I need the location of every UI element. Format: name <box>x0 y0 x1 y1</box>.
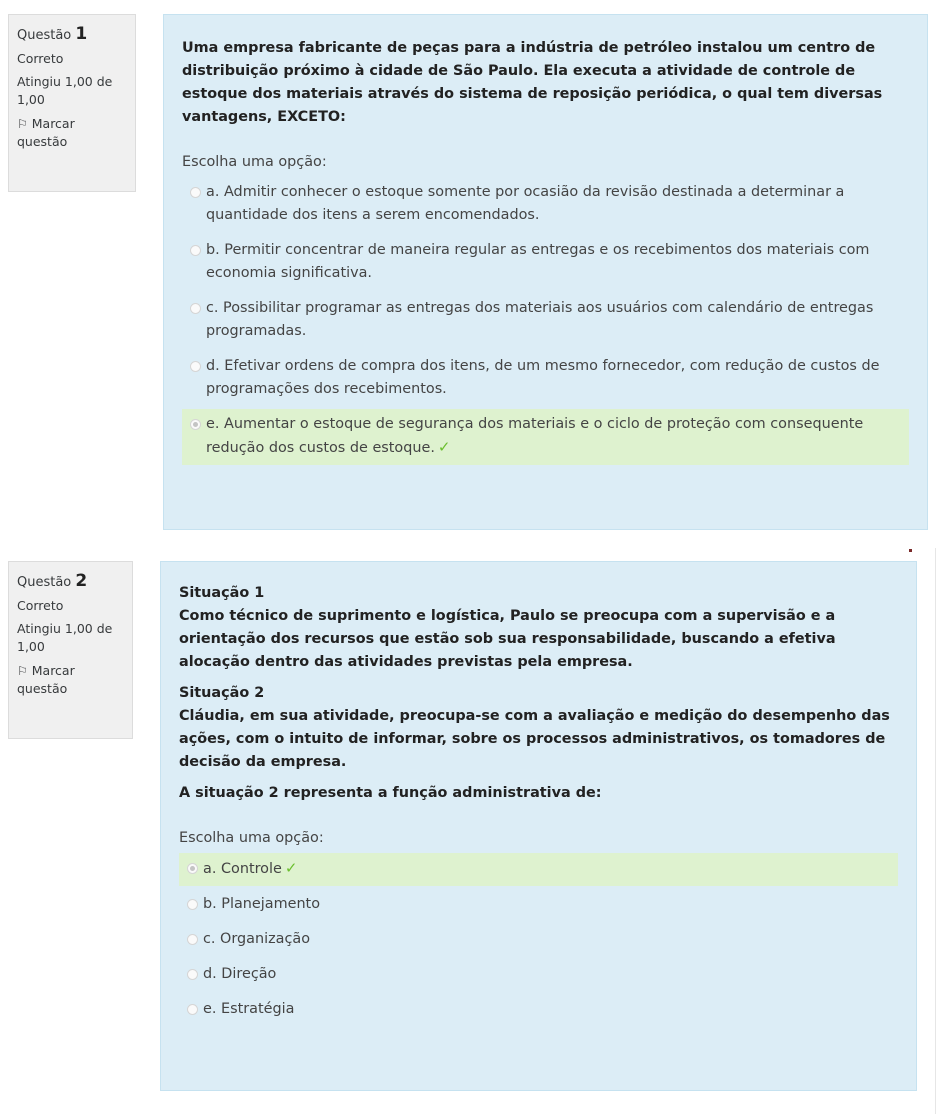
radio-button[interactable] <box>190 187 201 198</box>
question-grade: Atingiu 1,00 de 1,00 <box>17 621 113 654</box>
flag-icon: ⚐ <box>17 117 28 131</box>
radio-button-selected[interactable] <box>187 863 198 874</box>
option-c[interactable] <box>179 924 898 956</box>
option-label: a. Admitir conhecer o estoque somente por ocasião da revisão destinada a determinar a quantidade dos itens a serem encomendados. <box>206 184 845 223</box>
situation-2-text: Cláudia, em sua atividade, preocupa-se com a avaliação e medição do desempenho das ações, com o intuito de informar, sobre os processos administrativos, os tomadores de decisão da empresa. <box>179 708 890 770</box>
option-label: d. Efetivar ordens de compra dos itens, de um mesmo fornecedor, com redução de custos de programações dos recebimentos. <box>206 358 880 397</box>
option-b[interactable] <box>179 889 898 921</box>
situation-1-text: Como técnico de suprimento e logística, Paulo se preocupa com a supervisão e a orientação dos recursos que estão sob sua responsabilidade, buscando a efetiva alocação dentro das atividades previstas pela empresa. <box>179 608 836 670</box>
check-icon: ✓ <box>284 859 298 877</box>
flag-question-link[interactable] <box>17 662 124 698</box>
question-text <box>179 582 898 805</box>
radio-button[interactable] <box>187 899 198 910</box>
flag-label: Marcar questão <box>17 663 75 696</box>
option-a-correct[interactable] <box>179 853 898 886</box>
option-label: d. Direção <box>203 966 277 982</box>
option-a[interactable] <box>182 177 909 232</box>
question-statement: A situação 2 representa a função administrativa de: <box>179 785 602 801</box>
radio-button-selected[interactable] <box>190 419 201 430</box>
situation-2-title: Situação 2 <box>179 685 265 701</box>
question-info-1 <box>8 14 136 192</box>
marker-dot <box>909 549 912 552</box>
option-label: e. Estratégia <box>203 1001 295 1017</box>
question-content-1 <box>163 14 928 530</box>
flag-icon: ⚐ <box>17 664 28 678</box>
radio-button[interactable] <box>187 934 198 945</box>
question-text <box>182 37 909 129</box>
flag-label: Marcar questão <box>17 116 75 149</box>
option-label: c. Possibilitar programar as entregas dos materiais aos usuários com calendário de entregas programadas. <box>206 300 874 339</box>
radio-button[interactable] <box>187 969 198 980</box>
question-number: Questão 1 <box>17 24 88 44</box>
option-label: b. Permitir concentrar de maneira regular as entregas e os recebimentos dos materiais com economia significativa. <box>206 242 870 281</box>
option-e-correct[interactable] <box>182 409 909 465</box>
situation-1-title: Situação 1 <box>179 585 265 601</box>
answer-prompt: Escolha uma opção: <box>182 154 327 170</box>
question-content-2 <box>160 561 917 1091</box>
option-label: c. Organização <box>203 931 311 947</box>
answer-prompt: Escolha uma opção: <box>179 830 324 846</box>
option-c[interactable] <box>182 293 909 348</box>
option-label: a. Controle <box>203 861 282 877</box>
radio-button[interactable] <box>190 245 201 256</box>
option-label: e. Aumentar o estoque de segurança dos materiais e o ciclo de proteção com consequente redução dos custos de estoque. <box>206 416 864 456</box>
question-text-paragraph: Uma empresa fabricante de peças para a indústria de petróleo instalou um centro de distribuição próximo à cidade de São Paulo. Ela executa a atividade de controle de estoque dos materiais através do sistema de reposição periódica, o qual tem diversas vantagens, EXCETO: <box>182 40 883 125</box>
question-number: Questão 2 <box>17 571 88 591</box>
option-b[interactable] <box>182 235 909 290</box>
flag-question-link[interactable] <box>17 115 127 151</box>
option-label: b. Planejamento <box>203 896 321 912</box>
option-e[interactable] <box>179 994 898 1026</box>
scrollbar-edge <box>935 548 936 1114</box>
check-icon: ✓ <box>437 438 451 456</box>
option-d[interactable] <box>179 959 898 991</box>
question-grade: Atingiu 1,00 de 1,00 <box>17 74 113 107</box>
question-state: Correto <box>17 598 64 613</box>
question-info-2 <box>8 561 133 739</box>
radio-button[interactable] <box>190 303 201 314</box>
option-d[interactable] <box>182 351 909 406</box>
answer-options <box>182 177 909 465</box>
radio-button[interactable] <box>190 361 201 372</box>
question-state: Correto <box>17 51 64 66</box>
radio-button[interactable] <box>187 1004 198 1015</box>
answer-options <box>179 853 898 1026</box>
